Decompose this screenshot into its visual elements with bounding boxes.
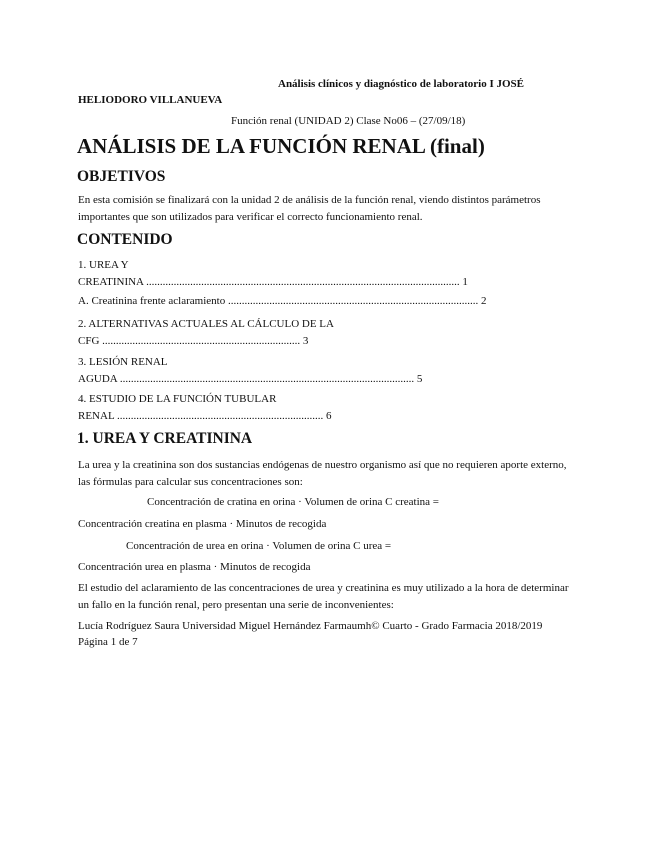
toc-item-2[interactable]: [78, 316, 334, 350]
class-subtitle: Función renal (UNIDAD 2) Clase No06 – (27/09/18): [231, 115, 466, 127]
formula-creatinine-top: Concentración de cratina en orina · Volumen de orina C creatina =: [147, 496, 439, 508]
formula-urea-top: Concentración de urea en orina · Volumen de orina C urea =: [126, 540, 392, 552]
toc-item-1a[interactable]: [78, 293, 486, 310]
toc-item-1a-line1: A. Creatinina frente aclaramiento ........................................................................................... 2: [78, 295, 487, 307]
footer-author: Lucía Rodríguez Saura Universidad Miguel Hernández Farmaumh© Cuarto - Grado Farmacia 2018/2019: [78, 620, 543, 632]
course-title: Análisis clínicos y diagnóstico de laboratorio I JOSÉ: [278, 78, 524, 90]
toc-item-3-line2: AGUDA ........................................................................................................... 5: [78, 373, 423, 385]
page-title: ANÁLISIS DE LA FUNCIÓN RENAL (final): [77, 134, 485, 158]
toc-item-1[interactable]: [78, 257, 468, 291]
toc-item-1-line2: CREATININA .................................................................................................................. 1: [78, 276, 468, 288]
toc-item-4[interactable]: [78, 391, 332, 425]
section1-intro: La urea y la creatinina son dos sustancias endógenas de nuestro organismo así que no requieren aporte externo, las fórmulas para calcular sus concentraciones son:: [78, 459, 567, 488]
teacher-name: HELIODORO VILLANUEVA: [78, 94, 223, 106]
formula-urea-bottom: Concentración urea en plasma · Minutos de recogida: [78, 561, 311, 573]
toc-item-2-line1: 2. ALTERNATIVAS ACTUALES AL CÁLCULO DE LA: [78, 318, 334, 330]
contents-heading: CONTENIDO: [77, 231, 173, 248]
section1-heading: 1. UREA Y CREATININA: [77, 430, 253, 447]
toc-item-2-line2: CFG ........................................................................ 3: [78, 335, 309, 347]
toc-item-1-line1: 1. UREA Y: [78, 259, 129, 271]
objectives-heading: OBJETIVOS: [77, 168, 166, 185]
toc-item-4-line1: 4. ESTUDIO DE LA FUNCIÓN TUBULAR: [78, 393, 277, 405]
formula-creatinine-bottom: Concentración creatina en plasma · Minutos de recogida: [78, 518, 327, 530]
footer-page-number: Página 1 de 7: [78, 636, 138, 648]
toc-item-3[interactable]: [78, 354, 422, 388]
toc-item-3-line1: 3. LESIÓN RENAL: [78, 356, 168, 368]
objectives-text: En esta comisión se finalizará con la unidad 2 de análisis de la función renal, viendo distintos parámetros importantes que son utilizados para verificar el correcto funcionamiento renal.: [78, 194, 541, 223]
section1-closing: El estudio del aclaramiento de las concentraciones de urea y creatinina es muy utilizado a la hora de determinar un fallo en la función renal, pero presentan una serie de inconvenientes:: [78, 582, 569, 611]
toc-item-4-line2: RENAL ........................................................................... 6: [78, 410, 332, 422]
